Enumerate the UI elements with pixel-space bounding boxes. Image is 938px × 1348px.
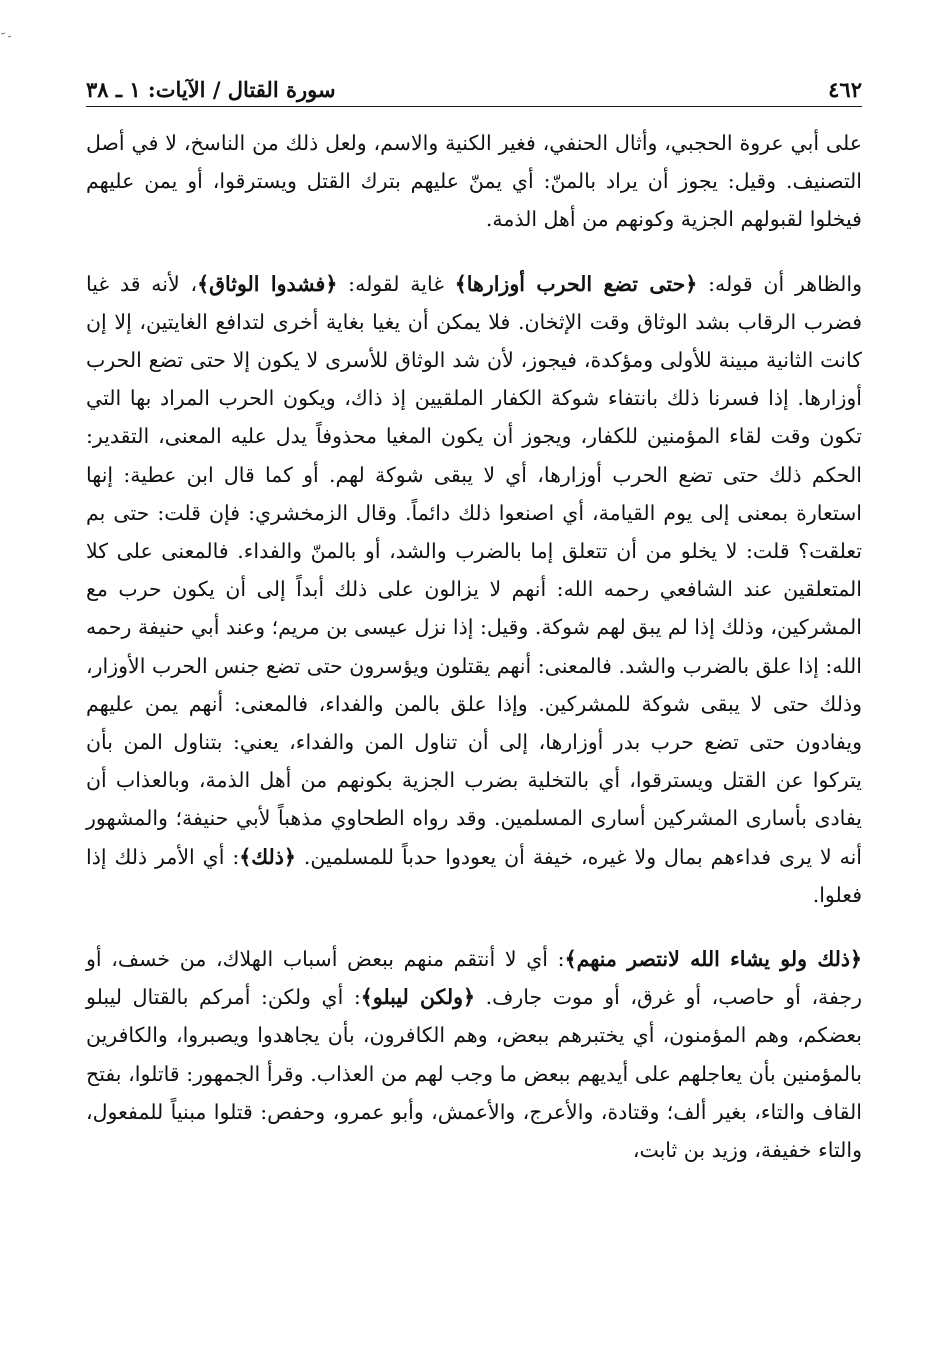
text-segment: غاية لقوله: — [337, 271, 455, 296]
paragraph — [86, 940, 862, 1169]
text-segment: والظاهر أن قوله: — [697, 271, 862, 296]
scan-corner-mark — [0, 28, 18, 42]
text-segment: على أبي عروة الحجبي، وأثال الحنفي، فغير الكنية والاسم، ولعل ذلك من الناسخ، لا في أصل التصنيف. وقيل: يجوز أن يراد بالمنّ: أي يمنّ عليهم بترك القتل ويسترقوا، أو يمن عليهم فيخلوا لقبولهم الجزية وكونهم من أهل الذمة. — [86, 131, 862, 232]
quran-quote: ﴿ولكن ليبلو﴾ — [360, 985, 476, 1010]
text-segment: : أي الأمر ذلك إذا فعلوا. — [86, 844, 862, 907]
quran-quote: ﴿ذلك﴾ — [239, 844, 296, 869]
quran-quote: ﴿فشدوا الوثاق﴾ — [197, 271, 338, 296]
text-segment: ، لأنه قد غيا فضرب الرقاب بشد الوثاق وقت الإثخان. فلا يمكن أن يغيا بغاية أخرى لتدافع الغايتين، إلا إن كانت الثانية مبينة للأولى ومؤكدة، فيجوز، لأن شد الوثاق للأسرى لا يكون إلا حتى تضع الحرب أوزارها. إذا فسرنا ذلك بانتفاء شوكة الكفار الملقيين إذ ذاك، ويكون الحرب المراد بها التي تكون وقت لقاء المؤمنين للكفار، ويجوز أن يكون المغيا محذوفاً يدل عليه المعنى، التقدير: الحكم ذلك حتى تضع الحرب أوزارها، أي لا يبقى شوكة لهم. أو كما قال ابن عطية: إنها استعارة بمعنى إلى يوم القيامة، أي اصنعوا ذلك دائماً. وقال الزمخشري: فإن قلت: حتى بم تعلقت؟ قلت: لا يخلو من أن تتعلق إما بالضرب والشد، أو بالمنّ والفداء. فالمعنى على كلا المتعلقين عند الشافعي رحمه الله: أنهم لا يزالون على ذلك أبداً إلى أن يكون حرب مع المشركين، وذلك إذا لم يبق لهم شوكة. وقيل: إذا نزل عيسى بن مريم؛ وعند أبي حنيفة رحمه الله: إذا علق بالضرب والشد. فالمعنى: أنهم يقتلون ويؤسرون حتى تضع جنس الحرب الأوزار، وذلك حتى لا يبقى شوكة للمشركين. وإذا علق بالمن والفداء، فالمعنى: أنهم يمن عليهم ويفادون حتى تضع حرب بدر أوزارها، إلى أن تناول المن والفداء، يعني: بتناول المن بأن يتركوا عن القتل ويسترقوا، أي بالتخلية بضرب الجزية بكونهم من أهل الذمة، وبالعذاب أن يفادى بأسارى المشركين أسارى المسلمين. وقد رواه الطحاوي مذهباً لأبي حنيفة؛ والمشهور أنه لا يرى فداءهم بمال ولا غيره، خيفة أن يعودوا حدباً للمسلمين. — [86, 271, 862, 869]
text-segment: : أي لا أنتقم منهم ببعض أسباب الهلاك، من خسف، أو رجفة، أو حاصب، أو غرق، أو موت جارف. — [86, 947, 862, 1010]
page-number: ٤٦٢ — [828, 77, 862, 102]
quran-quote: ﴿ذلك ولو يشاء الله لانتصر منهم﴾ — [564, 947, 862, 972]
body-text — [86, 124, 862, 1169]
paragraph — [86, 124, 862, 239]
paragraph — [86, 265, 862, 914]
page-header — [86, 70, 862, 107]
running-head: سورة القتال / الآيات: ١ ـ ٣٨ — [86, 77, 336, 102]
quran-quote: ﴿حتى تضع الحرب أوزارها﴾ — [454, 271, 698, 296]
text-segment: : أي ولكن: أمركم بالقتال ليبلو بعضكم، وهم المؤمنون، أي يختبرهم ببعض، وهم الكافرون، بأن يجاهدوا ويصبروا، والكافرين بالمؤمنين بأن يعاجلهم على أيديهم ببعض ما وجب لهم من العذاب. وقرأ الجمهور: قاتلوا، بفتح القاف والتاء، بغير ألف؛ وقتادة، والأعرج، والأعمش، وأبو عمرو، وحفص: قتلوا مبنياً للمفعول، والتاء خفيفة، وزيد بن ثابت، — [86, 985, 862, 1163]
